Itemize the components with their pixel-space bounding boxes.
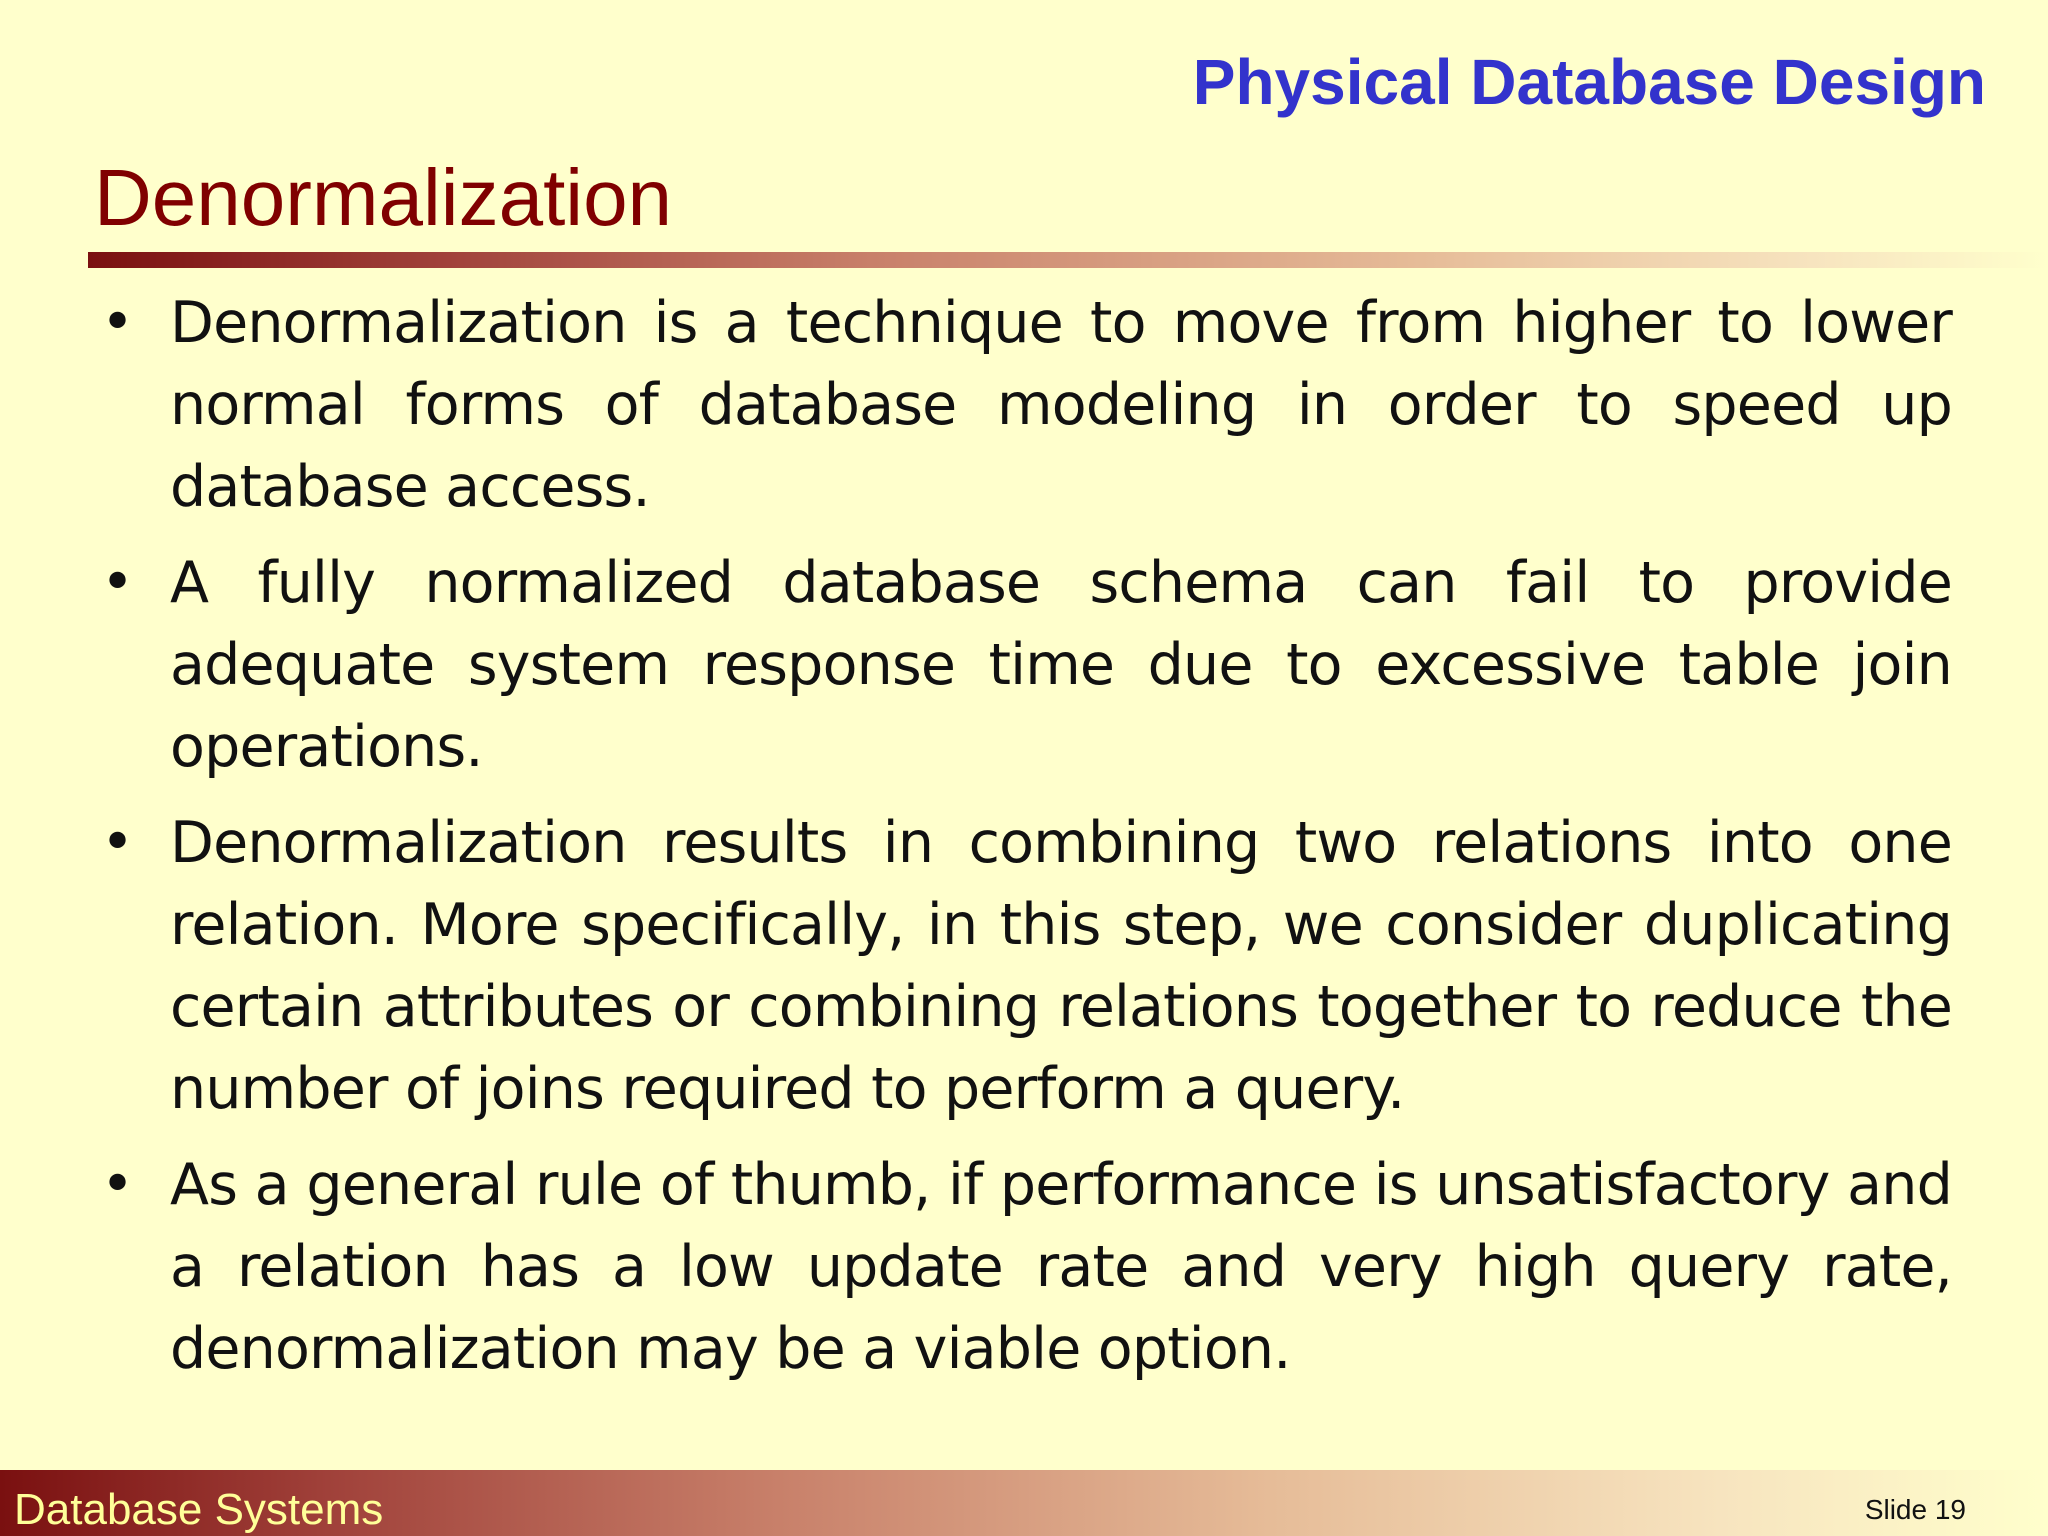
header-course-topic: Physical Database Design [1192, 46, 1986, 118]
bullet-text: As a general rule of thumb, if performance is unsatisfactory and a relation has a low update rate and very high query rate, denormalization may be a viable option. [170, 1152, 1952, 1382]
bullet-item [92, 542, 1952, 788]
bullet-dot-icon: • [101, 810, 135, 875]
bullet-item [92, 802, 1952, 1130]
bullet-dot-icon: • [101, 1152, 135, 1217]
bullet-dot-icon: • [101, 290, 135, 355]
slide-title: Denormalization [94, 153, 673, 242]
bullet-text: Denormalization results in combining two relations into one relation. More specifically, in this step, we consider duplicating certain attributes or combining relations together to reduce the number of joins required to perform a query. [170, 810, 1952, 1122]
title-underline-divider [88, 252, 2048, 268]
footer-bar [0, 1470, 2048, 1536]
bullet-list [92, 282, 1952, 1404]
bullet-text: Denormalization is a technique to move from higher to lower normal forms of database modeling in order to speed up database access. [170, 290, 1952, 520]
footer-course-name: Database Systems [14, 1485, 384, 1534]
bullet-dot-icon: • [101, 550, 135, 615]
slide-number: Slide 19 [1864, 1494, 1966, 1525]
bullet-item [92, 282, 1952, 528]
bullet-item [92, 1144, 1952, 1390]
bullet-text: A fully normalized database schema can fail to provide adequate system response time due to excessive table join operations. [170, 550, 1952, 780]
